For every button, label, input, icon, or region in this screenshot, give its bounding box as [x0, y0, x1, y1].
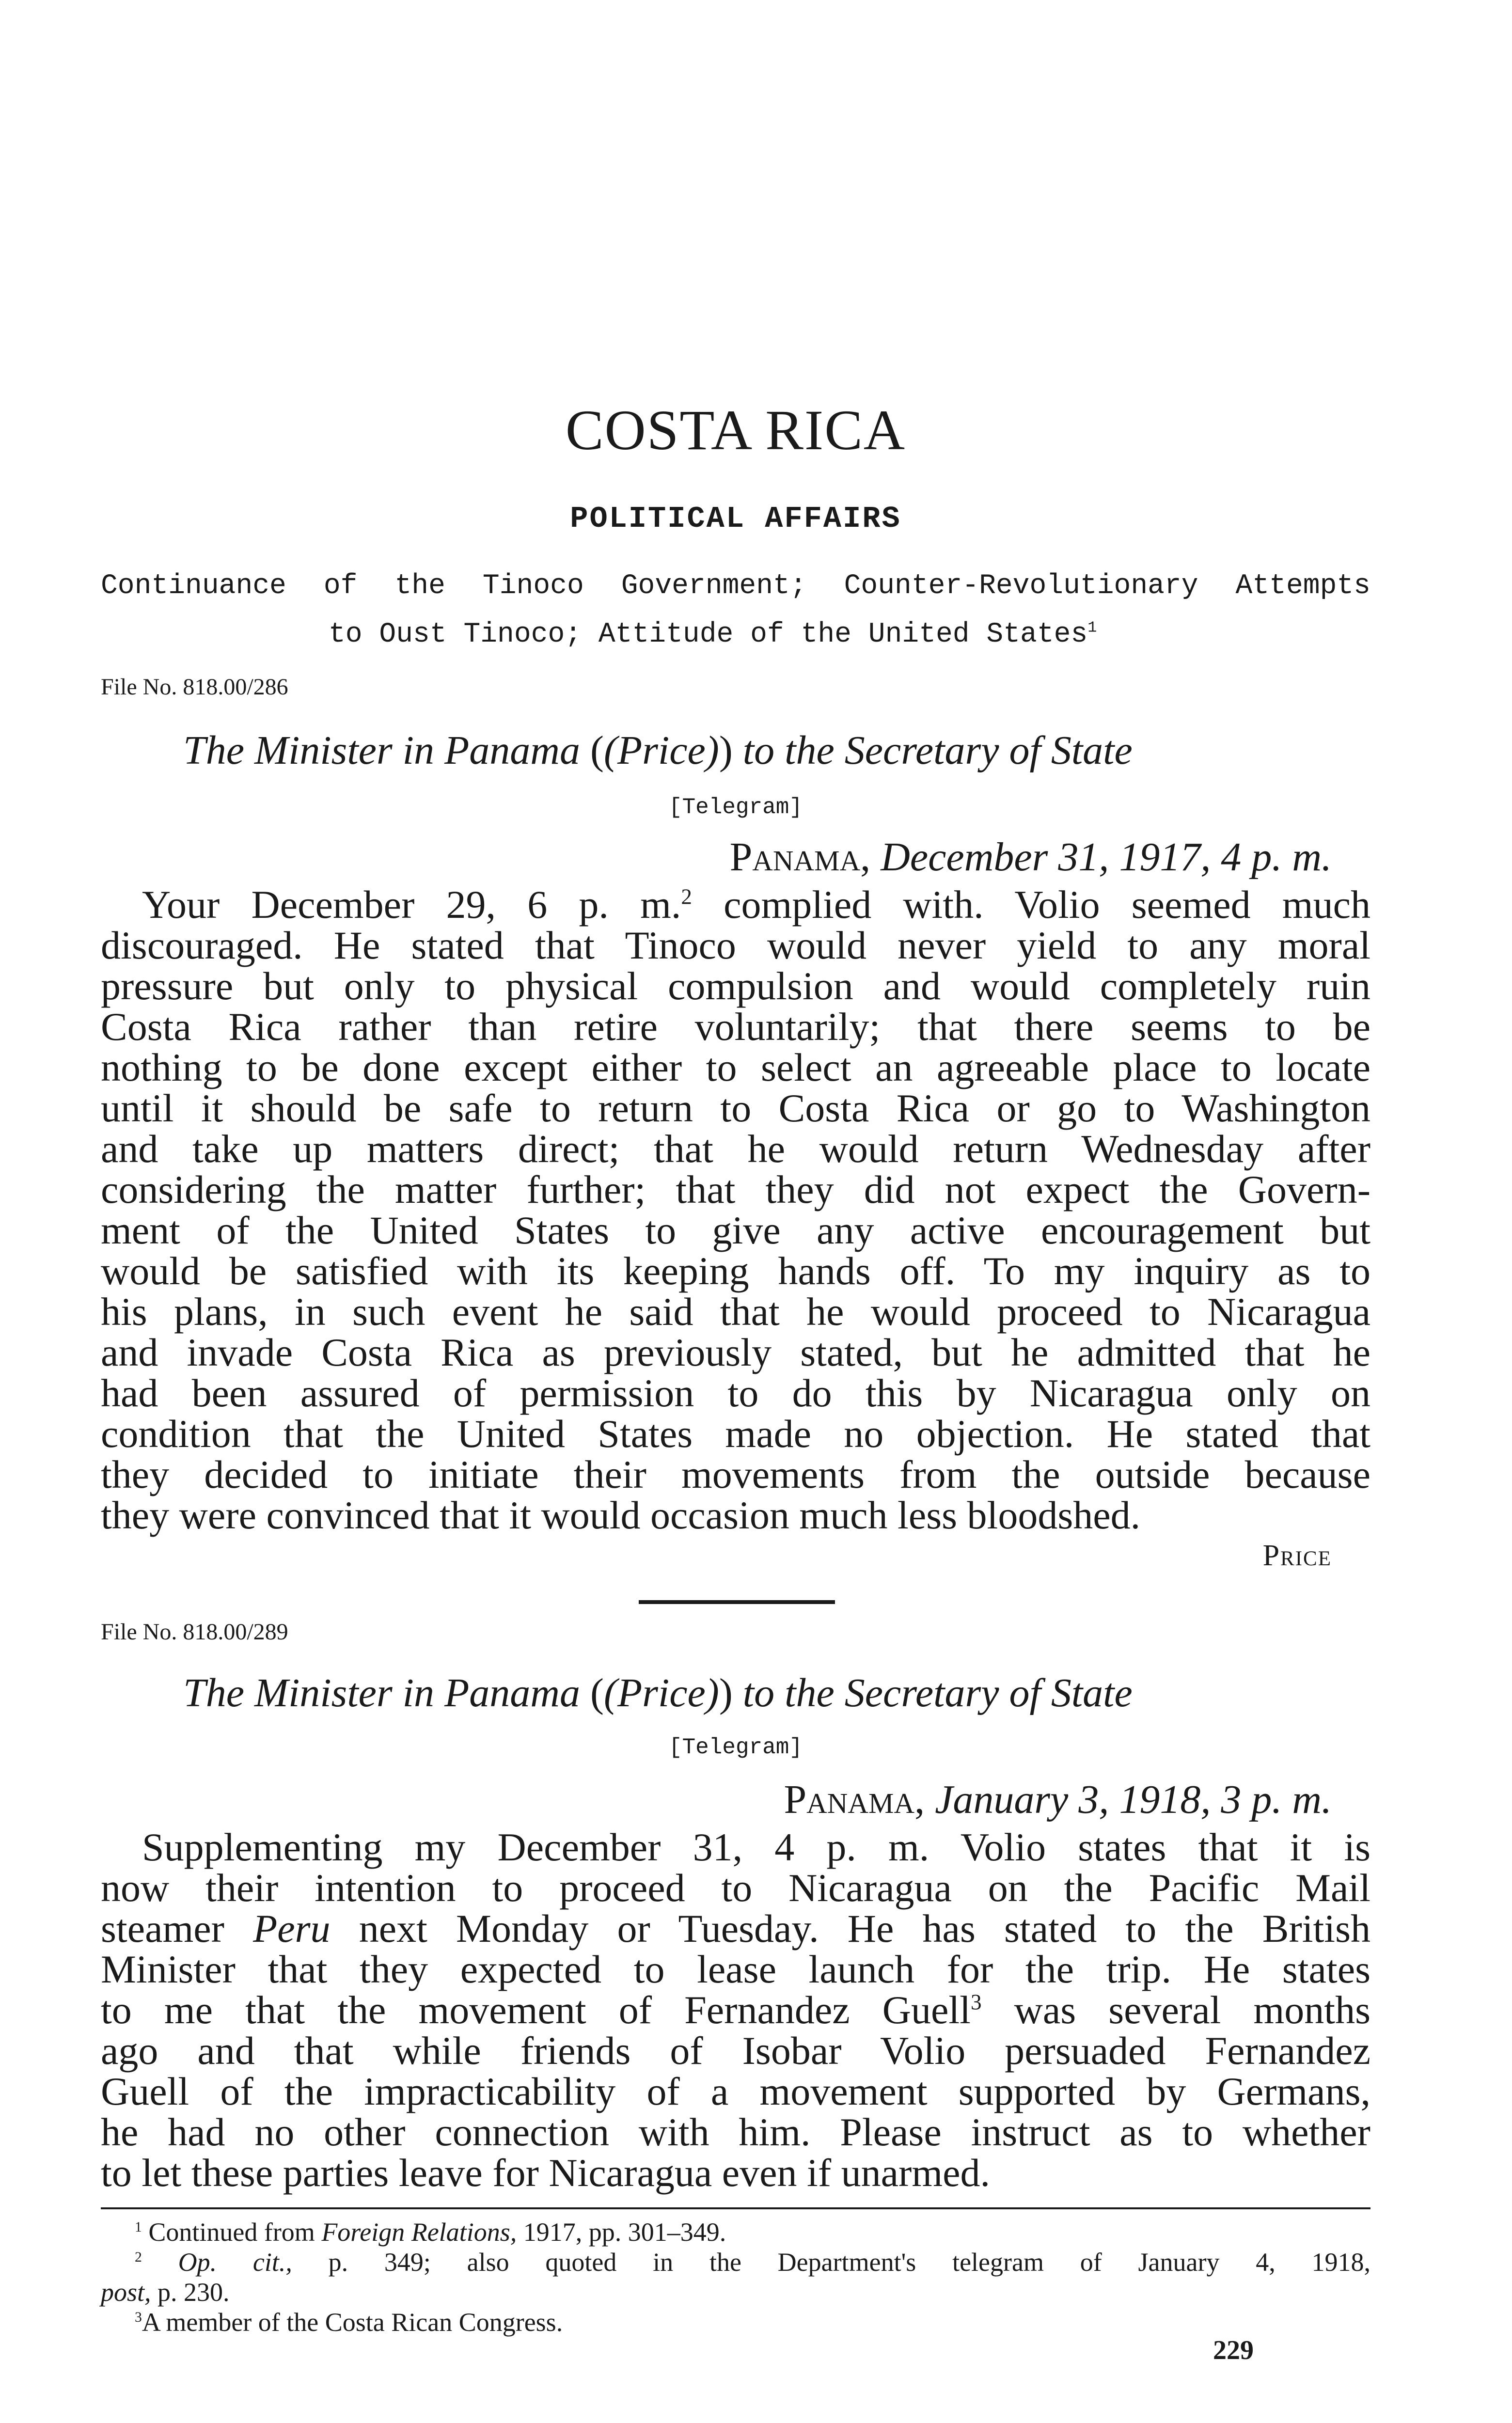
document-heading-1 [183, 727, 1133, 774]
body-1-line: condition that the United States made no objection. He stated that [101, 1412, 1370, 1456]
body-2-line: Guell of the impracticability of a movement supported by Germans, [101, 2069, 1370, 2113]
footnote-ref-2: 2 [681, 884, 692, 909]
body-2-line [101, 1990, 1370, 2030]
body-2-line: Minister that they expected to lease launch for the trip. He states [101, 1947, 1370, 1991]
heading-2-part-b: to the Secretary of State [732, 1670, 1133, 1715]
heading-2-name: (Price) [603, 1670, 719, 1715]
body-2-line-3-b: next Monday or Tuesday. He has stated to the British [330, 1906, 1371, 1951]
signature-1: Price [1262, 1539, 1332, 1572]
telegram-label-1: [Telegram] [668, 795, 803, 820]
body-1-line: pressure but only to physical compulsion and would completely ruin [101, 964, 1370, 1008]
footnote-3-num: 3 [135, 2310, 142, 2325]
footnote-1 [101, 2217, 1370, 2247]
footnote-ref-1: 1 [1087, 618, 1097, 637]
body-1-line-1-rest: complied with. Volio seemed much [692, 882, 1370, 927]
body-1-line: until it should be safe to return to Costa Rica or go to Washington [101, 1086, 1370, 1130]
document-body-2 [101, 1827, 1370, 2193]
dateline-1-date: December 31, 1917, 4 p. m. [870, 834, 1332, 880]
footnote-2-num: 2 [135, 2250, 142, 2265]
footnote-3-text: A member of the Costa Rican Congress. [142, 2308, 563, 2337]
footnote-1-source: Foreign Relations, [321, 2218, 517, 2247]
footnote-2 [101, 2247, 1370, 2277]
footnote-2-cont [101, 2277, 1370, 2307]
body-1-line: ment of the United States to give any active encouragement but [101, 1208, 1370, 1252]
heading-1-paren: ((Price)) [590, 728, 733, 773]
subtitle-line-2 [101, 611, 1370, 659]
body-1-line: nothing to be done except either to select an agreeable place to locate [101, 1045, 1370, 1089]
body-1-line: considering the matter further; that they did not expect the Govern- [101, 1167, 1370, 1212]
body-2-line: he had no other connection with him. Please instruct as to whether [101, 2110, 1370, 2154]
footnote-2-post: post, [101, 2278, 151, 2307]
telegram-label-2: [Telegram] [668, 1735, 803, 1760]
body-2-line-5-a: to me that the movement of Fernandez Guell [101, 1988, 971, 2032]
body-1-line: his plans, in such event he said that he would proceed to Nicaragua [101, 1290, 1370, 1334]
footnote-rule [101, 2207, 1370, 2209]
file-number-2: File No. 818.00/289 [101, 1619, 288, 1645]
body-1-line: Costa Rica rather than retire voluntarily; that there seems to be [101, 1005, 1370, 1049]
body-1-line: they were convinced that it would occasion much less bloodshed. [101, 1493, 1141, 1537]
heading-2-paren: ((Price)) [590, 1670, 733, 1715]
body-1-line: they decided to initiate their movements from the outside because [101, 1452, 1370, 1496]
body-1-line: would be satisfied with its keeping hands off. To my inquiry as to [101, 1249, 1370, 1293]
footnote-2-b: p. 349; also quoted in the Department's telegram of January 4, 1918, [292, 2248, 1370, 2277]
body-2-line: now their intention to proceed to Nicaragua on the Pacific Mail [101, 1866, 1370, 1910]
subtitle-line-2-text: to Oust Tinoco; Attitude of the United States [329, 619, 1088, 650]
heading-1-part-b: to the Secretary of State [732, 728, 1133, 773]
footnotes [101, 2217, 1370, 2337]
dateline-1-place: Panama, [729, 834, 871, 880]
page-number: 229 [1213, 2335, 1254, 2365]
dateline-2-date: January 3, 1918, 3 p. m. [925, 1777, 1332, 1822]
body-2-line [101, 1908, 1370, 1949]
body-1-line-1-text: Your December 29, 6 p. m. [142, 882, 681, 927]
subtitle-line-1: Continuance of the Tinoco Government; Counter-Revolutionary Attempts [101, 570, 1370, 602]
footnote-1-b: 1917, pp. 301–349. [517, 2218, 726, 2247]
dateline-1 [730, 834, 1332, 881]
body-1-line: had been assured of permission to do this by Nicaragua only on [101, 1371, 1370, 1415]
heading-1-name: (Price) [603, 728, 719, 773]
dateline-2 [784, 1776, 1332, 1823]
ship-name: Peru [253, 1906, 331, 1951]
separator-rule [639, 1600, 835, 1604]
document-body-1 [101, 884, 1370, 1536]
body-1-line: and invade Costa Rica as previously stated, but he admitted that he [101, 1330, 1370, 1374]
heading-2-part-a: The Minister in Panama [183, 1670, 590, 1715]
footnote-3 [101, 2307, 1370, 2337]
section-heading: POLITICAL AFFAIRS [570, 502, 901, 536]
body-2-line: Supplementing my December 31, 4 p. m. Volio states that it is [142, 1825, 1370, 1869]
page-content [101, 0, 1370, 2423]
heading-1-part-a: The Minister in Panama [183, 728, 590, 773]
body-2-line: to let these parties leave for Nicaragua even if unarmed. [101, 2151, 991, 2195]
body-2-line-3-a: steamer [101, 1906, 253, 1951]
subtitle [101, 562, 1370, 659]
footnote-1-a: Continued from [142, 2218, 322, 2247]
body-1-line: discouraged. He stated that Tinoco would never yield to any moral [101, 923, 1370, 967]
footnote-1-num: 1 [135, 2219, 142, 2235]
body-1-line: and take up matters direct; that he would return Wednesday after [101, 1127, 1370, 1171]
page-title: COSTA RICA [565, 398, 906, 462]
dateline-2-place: Panama, [784, 1777, 925, 1822]
body-2-line-5-b: was several months [981, 1988, 1371, 2032]
document-heading-2 [183, 1669, 1133, 1716]
file-number-1: File No. 818.00/286 [101, 674, 288, 700]
body-2-line: ago and that while friends of Isobar Volio persuaded Fernandez [101, 2029, 1370, 2073]
footnote-2-opcit: Op. cit., [142, 2248, 292, 2277]
footnote-ref-3: 3 [970, 1990, 982, 2014]
body-1-line [101, 884, 1370, 925]
footnote-2-c: p. 230. [151, 2278, 230, 2307]
